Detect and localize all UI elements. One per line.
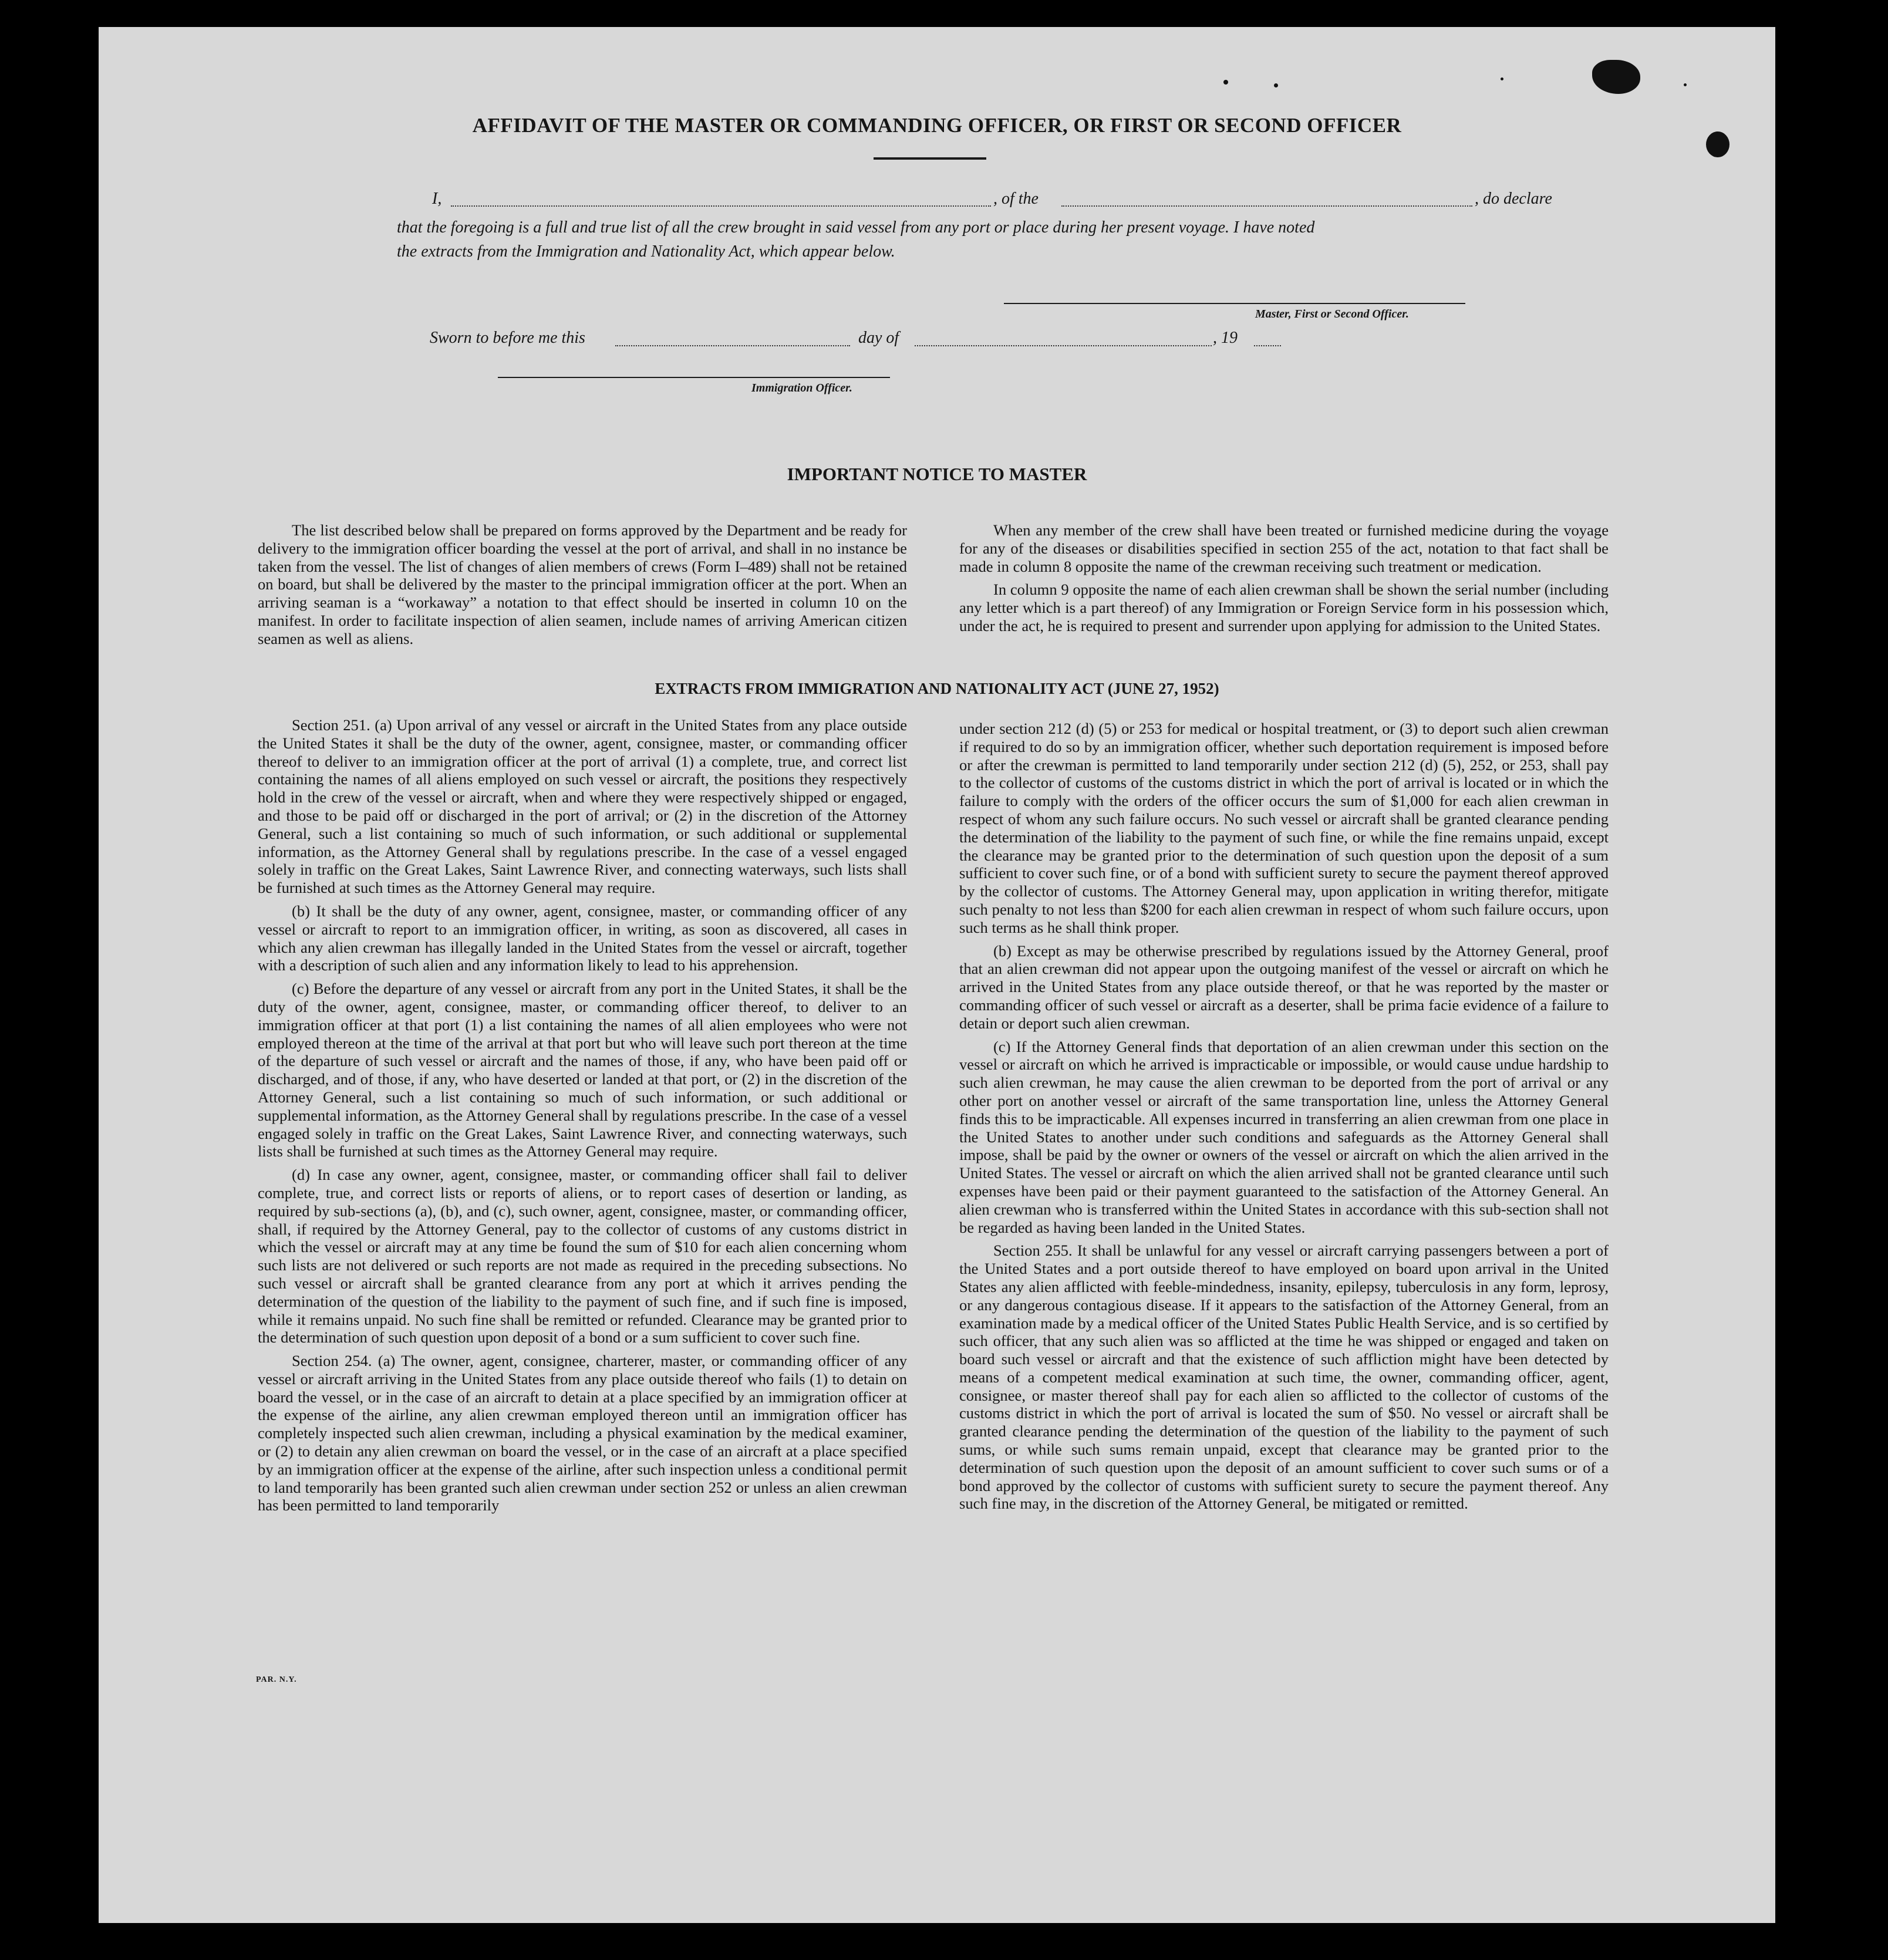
statement-line-2: the extracts from the Immigration and Nationality Act, which appear below. [397,242,895,261]
master-signature-line[interactable] [1004,303,1465,304]
section-251-c: (c) Before the departure of any vessel or aircraft from any port in the United States, it shall be the duty of the owner, agent, consignee, master, or commanding officer thereof, to deliver to an immigration officer at that port (1) a list containing the names of all alien employees who were not employed thereon at the time of the arrival at that port but who will leave such port thereon at the time of the departure of such vessel or aircraft and the names of those, if any, who have been paid off or discharged, and of those, if any, who have deserted or landed at that port, or (2) in the discretion of the Attorney General, such a list containing so much of such information, or such additional or supplemental information, as the Attorney General shall by regulations prescribe. In the case of a vessel engaged solely in traffic on the Great Lakes, Saint Lawrence River, and connecting waterways, such lists shall be furnished at such times as the Attorney General may require. [258,980,907,1161]
ink-blot [1592,60,1640,94]
name-blank[interactable] [451,205,991,207]
extracts-heading: EXTRACTS FROM IMMIGRATION AND NATIONALITY ACT (JUNE 27, 1952) [655,680,1219,697]
speck [1501,77,1503,80]
year-label: , 19 [1213,329,1238,347]
notice-right-paragraph-2: In column 9 opposite the name of each alien crewman shall be shown the serial number (including any letter which is a part thereof) of any Immigration or Foreign Service form in his possession which, under the act, he is required to present and surrender upon applying for admission to the United States. [959,581,1609,635]
extracts-left-column [258,716,907,1520]
officer-signature-line[interactable] [498,377,890,378]
section-254-c: (c) If the Attorney General finds that deportation of an alien crewman under this section on the vessel or aircraft on which he arrived is impracticable or impossible, or would cause undue hardship to such alien crewman, he may cause the alien crewman to be deported from the port of arrival or any other port on another vessel or aircraft of the same transportation line, unless the Attorney General finds this to be impracticable. All expenses incurred in transferring an alien crewman from one place in the United States to another under such conditions and safeguards as the Attorney General shall impose, shall be paid by the owner or owners of the vessel or aircraft on which the alien arrived in the United States. The vessel or aircraft on which the alien arrived shall not be granted clearance until such expenses have been paid or their payment guaranteed to the satisfaction of the Attorney General. An alien crewman who is transferred within the United States in accordance with this sub-section shall not be regarded as having been landed in the United States. [959,1037,1609,1236]
sworn-month-blank[interactable] [915,345,1212,346]
notice-right-paragraph-1: When any member of the crew shall have been treated or furnished medicine during the voyage for any of the diseases or disabilities specified in section 255 of the act, notation to that fact shall be made in column 8 opposite the name of the crewman receiving such treatment or medication. [959,521,1609,575]
i-label: I, [432,190,442,208]
notice-heading: IMPORTANT NOTICE TO MASTER [787,464,1087,484]
statement-line-1: that the foregoing is a full and true list of all the crew brought in said vessel from any port or place during her present voyage. I have noted [397,218,1315,237]
title-underline [874,157,986,160]
vessel-blank[interactable] [1061,205,1472,207]
speck [1223,80,1228,85]
document-page [99,27,1775,1923]
sworn-label: Sworn to before me this [430,329,585,347]
section-254-a: Section 254. (a) The owner, agent, consignee, charterer, master, or commanding officer of any vessel or aircraft arriving in the United States from any place outside thereof who fails (1) to detain on board the vessel, or in the case of an aircraft to detain at a place specified by an immigration officer at the expense of the airline, any alien crewman employed thereon until an immigration officer has completely inspected such alien crewman, including a physical examination by the medical examiner, or (2) to detain any alien crewman on board the vessel, or in the case of an aircraft at a place specified by an immigration officer at the expense of the airline, after such inspection unless a conditional permit to land temporarily has been granted such alien crewman under section 252 or unless an alien crewman has been permitted to land temporarily [258,1352,907,1514]
speck [1684,83,1687,86]
section-251-a: Section 251. (a) Upon arrival of any vessel or aircraft in the United States from any place outside the United States it shall be the duty of the owner, agent, consignee, master, or commanding officer thereof to deliver to an immigration officer at the port of arrival (1) a complete, true, and correct list containing the names of all aliens employed on such vessel or aircraft, the positions they respectively hold in the crew of the vessel or aircraft, when and where they were respectively shipped or engaged, and those to be paid off or discharged in the port of arrival; or (2) in the discretion of the Attorney General, such a list containing so much of such information, or such additional or supplemental information, as the Attorney General shall by regulations prescribe. In the case of a vessel engaged solely in traffic on the Great Lakes, Saint Lawrence River, and connecting waterways, such lists shall be furnished at such times as the Attorney General may require. [258,716,907,897]
section-255: Section 255. It shall be unlawful for any vessel or aircraft carrying passengers between a port of the United States and a port outside thereof to have employed on board upon arrival in the United States any alien afflicted with feeble-mindedness, insanity, epilepsy, tuberculosis in any form, leprosy, or any dangerous contagious disease. If it appears to the satisfaction of the Attorney General, from an examination made by a medical officer of the United States Public Health Service, and is so certified by such officer, that any such alien was so afflicted at the time he was shipped or engaged and taken on board such vessel or aircraft and that the existence of such affliction might have been detected by means of a competent medical examination at such time, the owner, commanding officer, agent, consignee, or master thereof shall pay for each alien so afflicted to the collector of customs of the customs district in which the port of arrival is located the sum of $50. No vessel or aircraft shall be granted clearance pending the determination of the question of the liability to the payment of such sums, or while such sums remain unpaid, except that clearance may be granted prior to the determination of such question upon the deposit of an amount sufficient to cover such sums or of a bond approved by the collector of customs with sufficient surety to secure the payment thereof. Any such fine may, in the discretion of the Attorney General, be mitigated or remitted. [959,1242,1609,1513]
notice-left-column [258,521,907,653]
section-251-b: (b) It shall be the duty of any owner, agent, consignee, master, or commanding officer of any vessel or aircraft to report to an immigration officer, in writing, as soon as discovered, all cases in which any alien crewman has illegally landed in the United States from the vessel or aircraft, together with a description of such alien and any information likely to lead to his apprehension. [258,902,907,974]
declare-label: , do declare [1475,190,1552,208]
speck [1274,83,1278,87]
section-251-d: (d) In case any owner, agent, consignee, master, or commanding officer shall fail to deliver complete, true, and correct lists or reports of aliens, or to report cases of desertion or landing, as required by sub-sections (a), (b), and (c), such owner, agent, consignee, master, or commanding officer, shall, if required by the Attorney General, pay to the collector of customs of any customs district in which the vessel or aircraft may at any time be found the sum of $10 for each alien concerning whom such lists are not delivered or such reports are not made as required in the preceding subsections. No such vessel or aircraft shall be granted clearance from any port at which it arrives pending the determination of the question of the liability to the payment of such fine, and if such fine is imposed, while it remains unpaid. No such fine shall be remitted or refunded. Clearance may be granted prior to the determination of such question upon deposit of a bond or a sum sufficient to cover such fine. [258,1166,907,1347]
section-254-a-continued: under section 212 (d) (5) or 253 for medical or hospital treatment, or (3) to deport such alien crewman if required to do so by an immigration officer, whether such deportation requirement is imposed before or after the crewman is permitted to land temporarily under section 212 (d) (5), 252, or 253, shall pay to the collector of customs of the customs district in which the port of arrival is located or in which the failure to comply with the orders of the officer occurs the sum of $1,000 for each alien crewman in respect of whom any such failure occurs. No such vessel or aircraft shall be granted clearance pending the determination of the liability to the payment of such fine, or while the fine remains unpaid, except the clearance may be granted prior to the determination of such question upon the deposit of a sum sufficient to cover such fine, or of a bond with sufficient surety to secure the payment thereof approved by the collector of customs. The Attorney General may, upon application in writing therefor, mitigate such penalty to not less than $200 for each alien crewman in respect of whom such failure occurs, upon such terms as he shall think proper. [959,720,1609,936]
notice-left-paragraph: The list described below shall be prepared on forms approved by the Department and be ready for delivery to the immigration officer boarding the vessel at the port of arrival, and shall in no instance be taken from the vessel. The list of changes of alien members of crews (Form I–489) shall not be retained on board, but shall be delivered by the master to the principal immigration officer at the port. When an arriving seaman is a “workaway” a notation to that effect should be inserted in column 10 on the manifest. In order to facilitate inspection of alien seamen, include names of arriving American citizen seamen as well as aliens. [258,521,907,647]
day-of-label: day of [858,329,899,347]
of-the-label: , of the [993,190,1039,208]
notice-right-column [959,521,1609,640]
master-caption: Master, First or Second Officer. [1255,308,1409,321]
sworn-year-blank[interactable] [1254,345,1281,346]
affidavit-title: AFFIDAVIT OF THE MASTER OR COMMANDING OFFICER, OR FIRST OR SECOND OFFICER [472,114,1402,137]
section-254-b: (b) Except as may be otherwise prescribed by regulations issued by the Attorney General, proof that an alien crewman did not appear upon the outgoing manifest of the vessel or aircraft on which he arrived in the United States from any place outside thereof, or that he was reported by the master or commanding officer of such vessel or aircraft as a deserter, shall be prima facie evidence of a failure to detain or deport such alien crewman. [959,942,1609,1032]
officer-caption: Immigration Officer. [751,382,852,394]
printer-mark: PAR. N.Y. [256,1675,297,1684]
sworn-day-blank[interactable] [615,345,850,346]
extracts-right-column [959,720,1609,1518]
